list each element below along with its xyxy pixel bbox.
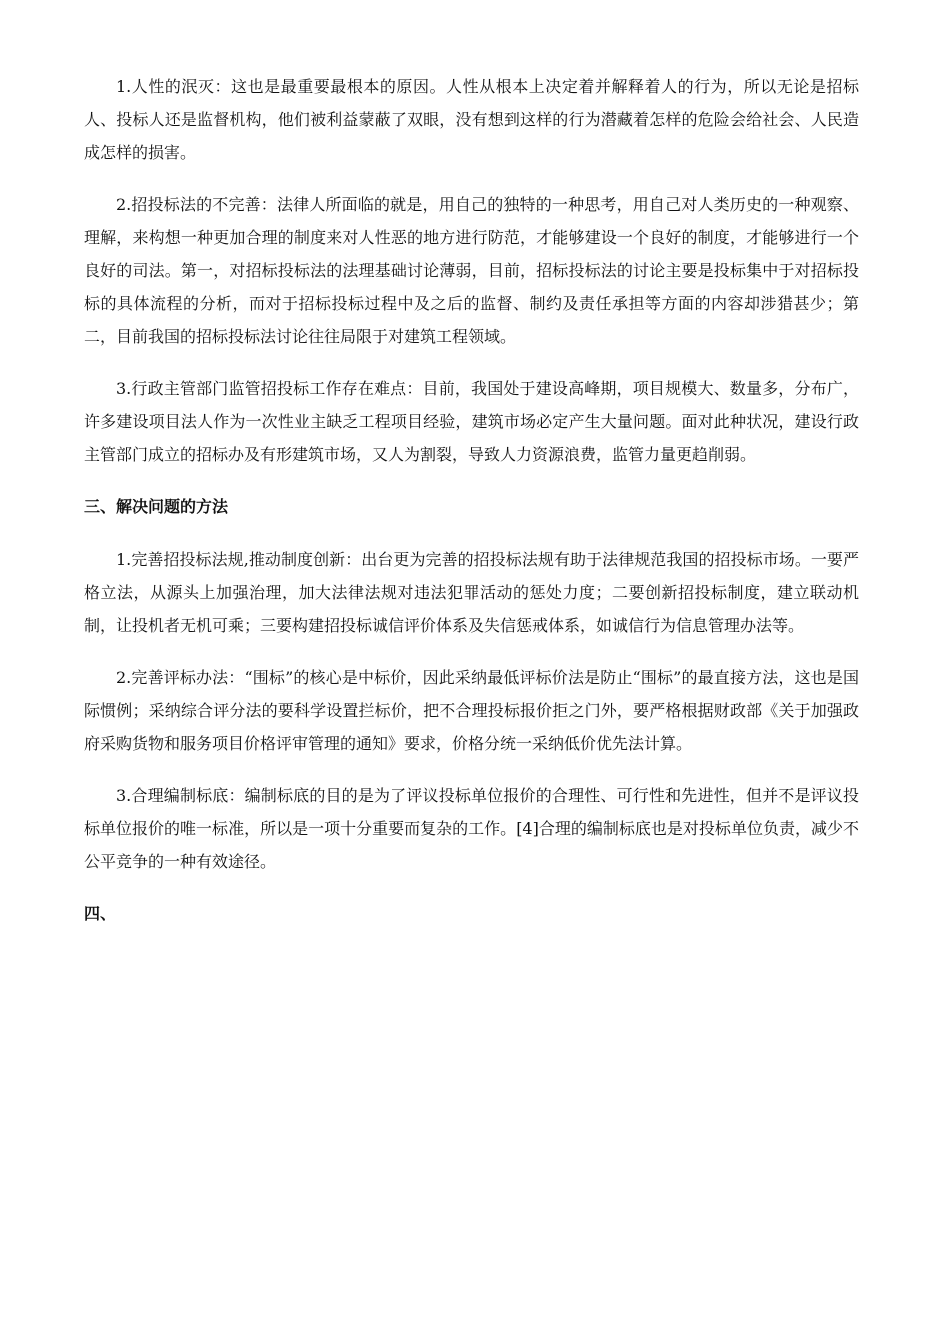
section-heading-four: 四、 — [84, 904, 117, 923]
document-page — [84, 70, 859, 950]
paragraph-human-nature: 1.人性的泯灭：这也是最重要最根本的原因。人性从根本上决定着并解释着人的行为，所以无论是招标人、投标人还是监督机构，他们被利益蒙蔽了双眼，没有想到这样的行为潜藏着怎样的危险会给社会、人民造成怎样的损害。 — [84, 77, 859, 162]
paragraph-supervision-difficulty: 3.行政主管部门监管招投标工作存在难点：目前，我国处于建设高峰期，项目规模大、数量多，分布广，许多建设项目法人作为一次性业主缺乏工程项目经验，建筑市场必定产生大量问题。面对此种状况，建设行政主管部门成立的招标办及有形建筑市场，又人为割裂，导致人力资源浪费，监管力量更趋削弱。 — [84, 379, 859, 464]
paragraph-improve-regulations: 1.完善招投标法规,推动制度创新：出台更为完善的招投标法规有助于法律规范我国的招投标市场。一要严格立法，从源头上加强治理，加大法律法规对违法犯罪活动的惩处力度；二要创新招投标制度，建立联动机制，让投机者无机可乘；三要构建招投标诚信评价体系及失信惩戒体系，如诚信行为信息管理办法等。 — [84, 550, 859, 635]
paragraph-improve-evaluation: 2.完善评标办法：“围标”的核心是中标价，因此采纳最低评标价法是防止“围标”的最直接方法，这也是国际惯例；采纳综合评分法的要科学设置拦标价，把不合理投标报价拒之门外，要严格根据财政部《关于加强政府采购货物和服务项目价格评审管理的通知》要求，价格分统一采纳低价优先法计算。 — [84, 668, 859, 753]
paragraph-reasonable-base-price: 3.合理编制标底：编制标底的目的是为了评议投标单位报价的合理性、可行性和先进性，但并不是评议投标单位报价的唯一标准，所以是一项十分重要而复杂的工作。[4]合理的编制标底也是对投标单位负责，减少不公平竞争的一种有效途径。 — [84, 786, 859, 871]
paragraph-law-imperfection: 2.招投标法的不完善：法律人所面临的就是，用自己的独特的一种思考，用自己对人类历史的一种观察、理解，来构想一种更加合理的制度来对人性恶的地方进行防范，才能够建设一个良好的制度，才能够进行一个良好的司法。第一，对招标投标法的法理基础讨论薄弱，目前，招标投标法的讨论主要是投标集中于对招标投标的具体流程的分析，而对于招标投标过程中及之后的监督、制约及责任承担等方面的内容却涉猎甚少；第二，目前我国的招标投标法讨论往往局限于对建筑工程领域。 — [84, 195, 859, 346]
section-heading-solutions: 三、解决问题的方法 — [84, 497, 229, 516]
